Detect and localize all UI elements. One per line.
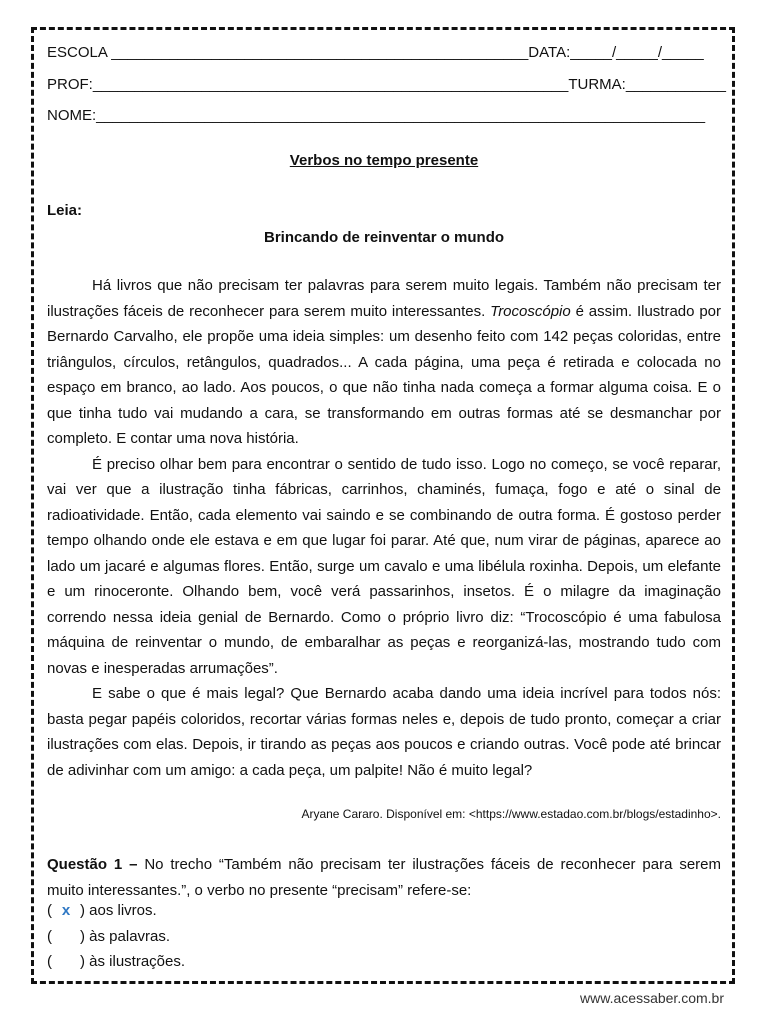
text-title: Brincando de reinventar o mundo (263, 229, 505, 246)
escola-data-line: ESCOLA __________________________________________________DATA:_____/_____/_____ (47, 44, 704, 61)
source-citation: Aryane Cararo. Disponível em: <https://www.estadao.com.br/blogs/estadinho>. (301, 807, 721, 821)
paragraph-3: E sabe o que é mais legal? Que Bernardo acaba dando uma ideia incrível para todos nós: basta pegar papéis coloridos, recortar várias formas neles e, depois de tudo pronto, começar a criar ilustrações com elas. Depois, ir tirando as peças aos poucos e criando outras. Você pode até brincar de adivinhar com um amigo: a cada peça, um palpite! Não é muito legal? (47, 685, 721, 779)
option-mark[interactable]: x (61, 902, 71, 919)
option-paren: ( (47, 902, 52, 919)
option-paren: ( (47, 928, 52, 945)
option-a[interactable] (47, 902, 157, 919)
paragraph-1 (47, 273, 721, 452)
option-paren: ( (47, 953, 52, 970)
option-text: ) aos livros. (80, 902, 157, 919)
option-b[interactable] (47, 928, 170, 945)
nome-line: NOME:_________________________________________________________________________ (47, 107, 706, 124)
book-title: Trocoscópio (490, 302, 571, 320)
leia-label: Leia: (47, 202, 83, 219)
question-text: No trecho “Também não precisam ter ilustrações fáceis de reconhecer para serem muito interessantes.”, o verbo no presente “precisam” refere-se: (47, 856, 721, 899)
paragraph-2: É preciso olhar bem para encontrar o sentido de tudo isso. Logo no começo, se você reparar, vai ver que a ilustração tinha fábricas, carrinhos, chaminés, fumaça, fogo e até o sinal de radioatividade. Então, cada elemento vai saindo e se combinando de outra forma. É gostoso perder tempo olhando onde ele estava e em que lugar foi parar. Até que, num virar de páginas, aparece ao lado um jacaré e algumas flores. Então, surge um cavalo e uma libélula roxinha. Depois, um elefante e um rinoceronte. Olhando bem, você verá passarinhos, insetos. É o milagre da imaginação correndo nessa ideia genial de Bernardo. Como o próprio livro diz: “Trocoscópio é uma fabulosa máquina de reinventar o mundo, de embaralhar as peças e reorganizá-las, mostrando tudo com novas e inesperadas arrumações”. (47, 455, 721, 677)
prof-turma-line: PROF:_________________________________________________________TURMA:____________ (47, 76, 726, 93)
question-1 (47, 852, 721, 903)
worksheet-title: Verbos no tempo presente (289, 152, 479, 169)
option-c[interactable] (47, 953, 185, 970)
option-text: ) às ilustrações. (80, 953, 186, 970)
paragraph-1-start: Há livros que não precisam ter palavras para serem muito legais. Também não precisam ter ilustrações fáceis de reconhecer para serem muito interessantes. (47, 277, 721, 320)
option-text: ) às palavras. (80, 928, 171, 945)
paragraph-1-end: é assim. Ilustrado por Bernardo Carvalho, ele propõe uma ideia simples: um desenho feito com 142 peças coloridas, entre triângulos, círculos, retângulos, quadrados... A cada página, uma peça é retirada e colocada no espaço em branco, ao lado. Aos poucos, o que não tinha nada começa a formar alguma coisa. E o que tinha tudo vai mudando a cara, se transformando em outras formas até se desmanchar por completo. E contar uma nova história. (47, 302, 722, 447)
question-label: Questão 1 – (47, 856, 138, 873)
footer-url: www.acessaber.com.br (580, 990, 724, 1006)
reading-text (47, 273, 721, 783)
